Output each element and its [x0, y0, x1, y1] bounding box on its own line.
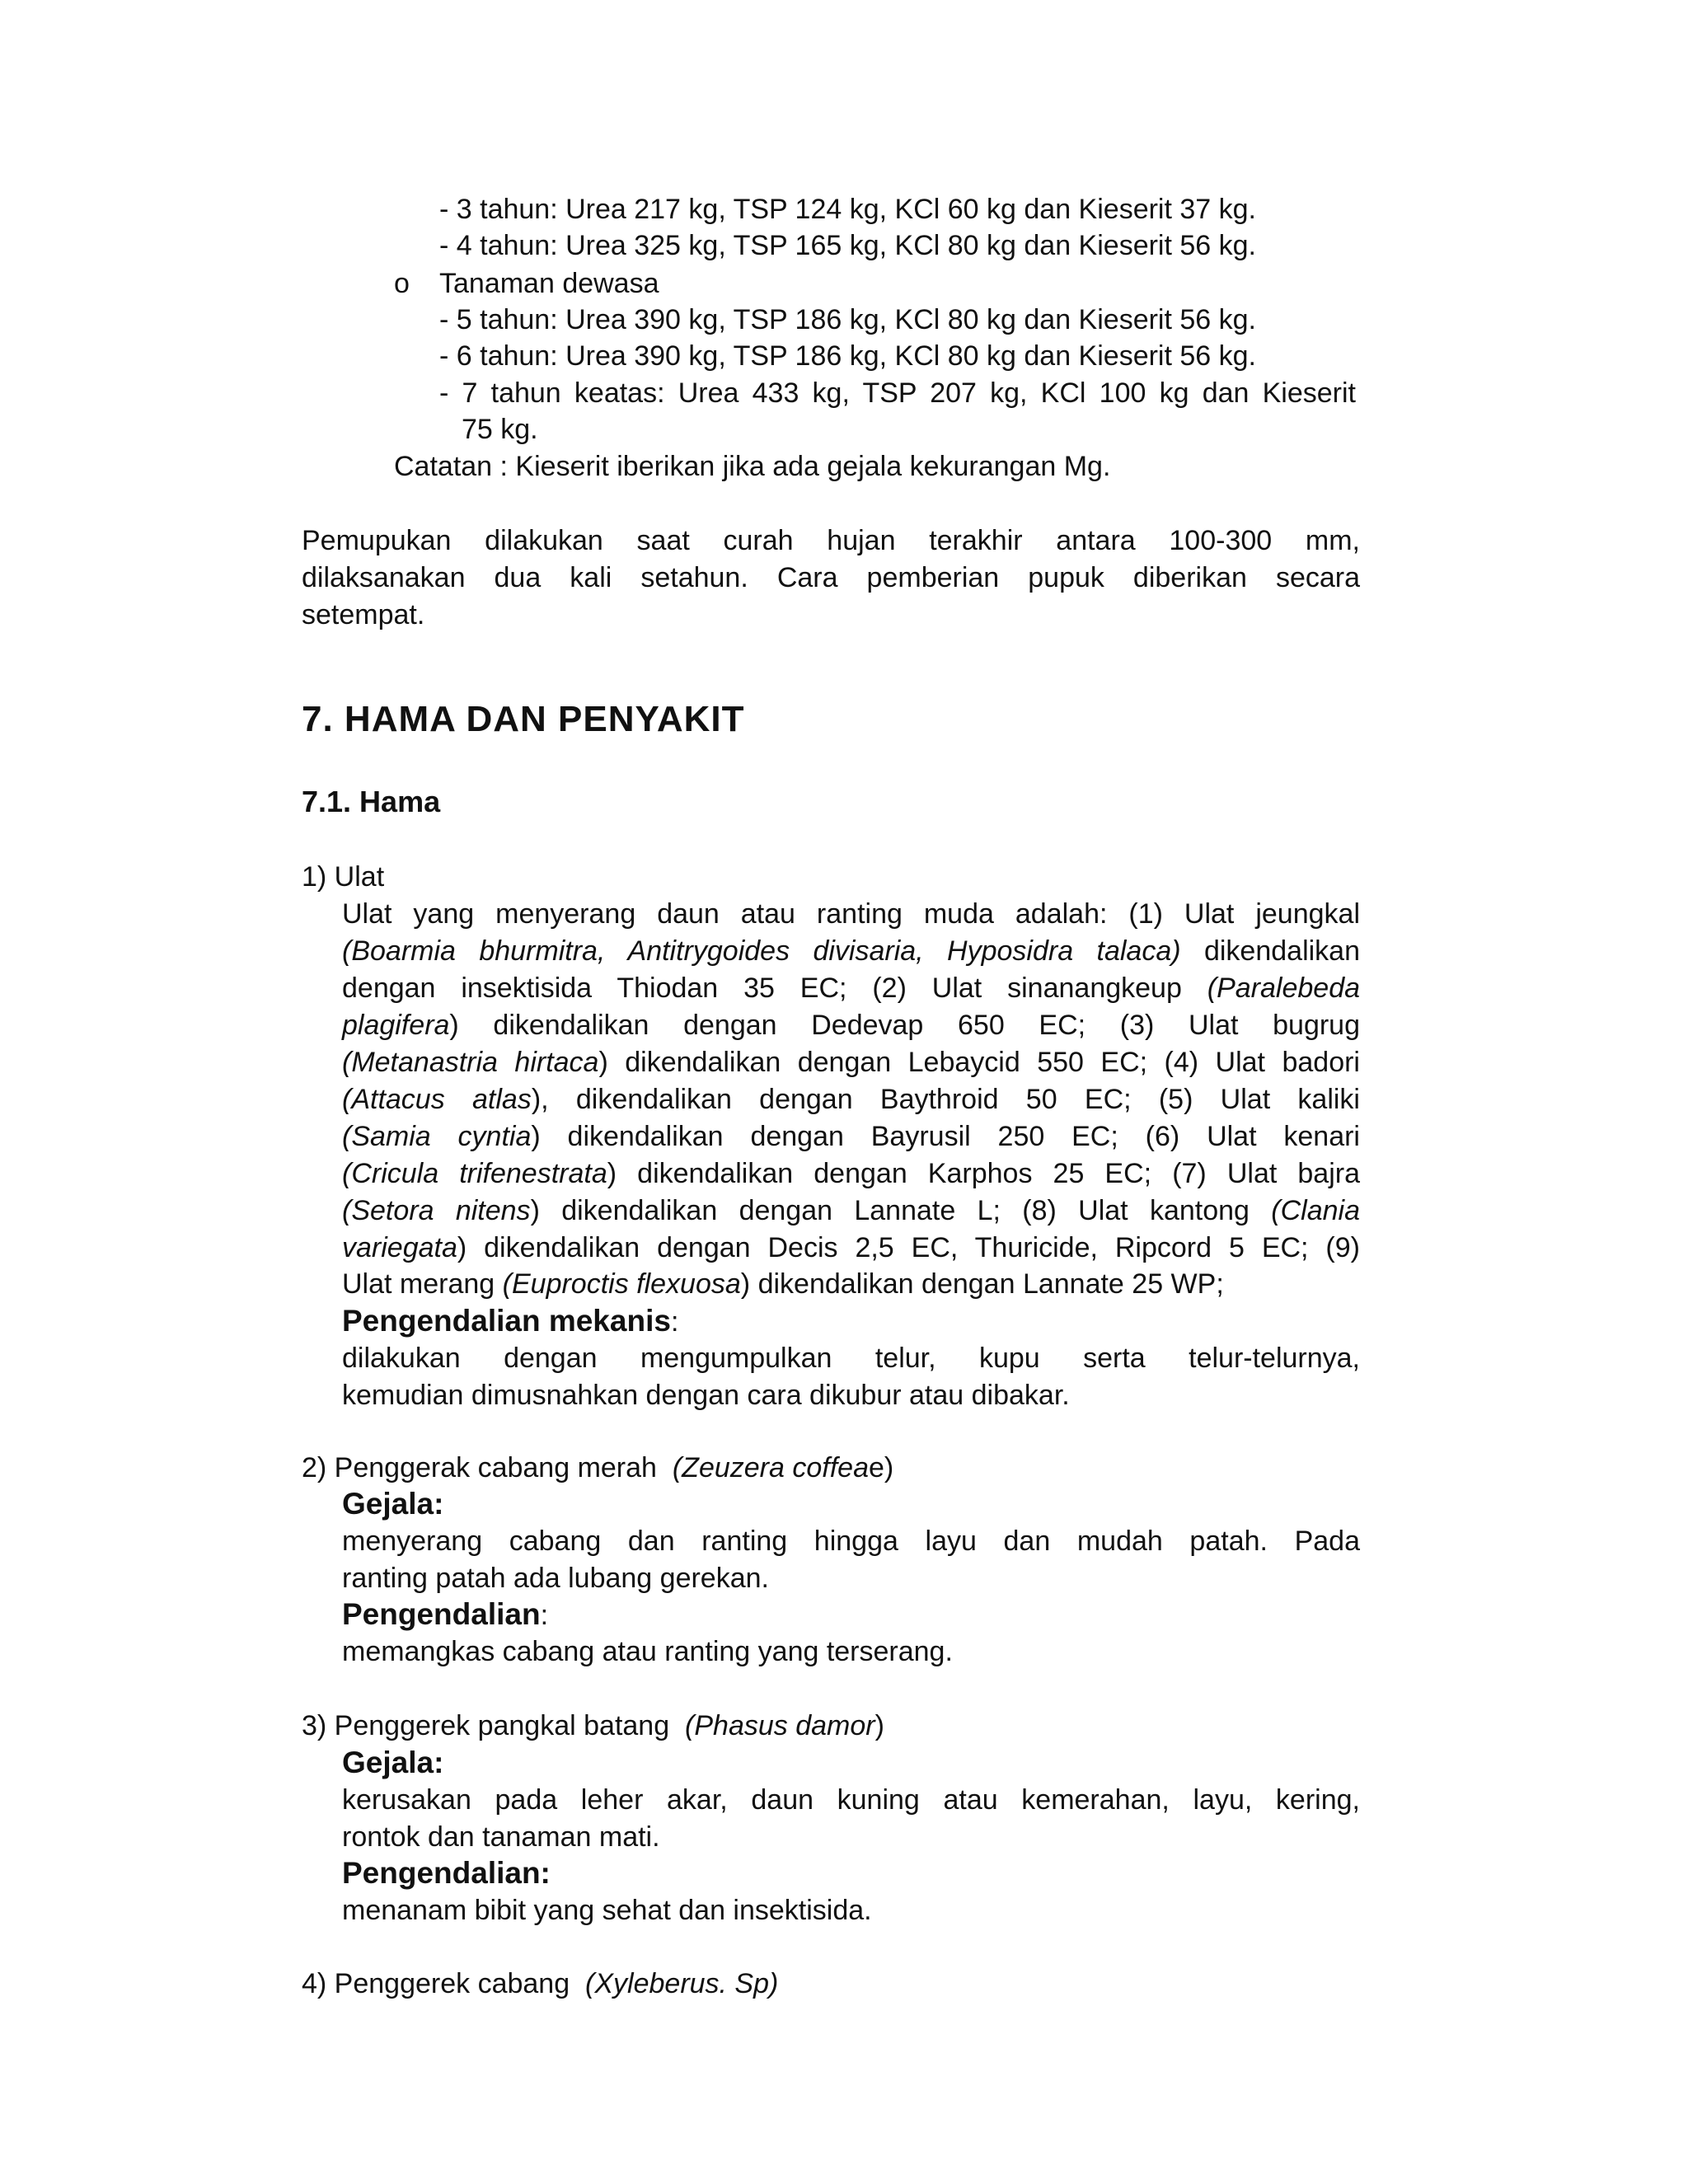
pest-2-control-heading: Pengendalian:	[342, 1597, 549, 1631]
pest-2-symptom-heading: Gejala:	[342, 1487, 444, 1521]
pest-1-text-line2: (Boarmia bhurmitra, Antitrygoides divisaria, Hyposidra talaca) dikendalikan	[342, 935, 1360, 967]
pest-3-title: 3) Penggerek pangkal batang (Phasus damor)	[302, 1710, 884, 1741]
dosage-4-years: - 4 tahun: Urea 325 kg, TSP 165 kg, KCl 80 kg dan Kieserit 56 kg.	[439, 230, 1256, 261]
pest-3-symptom-line1: kerusakan pada leher akar, daun kuning atau kemerahan, layu, kering,	[342, 1784, 1360, 1816]
pemupukan-line2: dilaksanakan dua kali setahun. Cara pemberian pupuk diberikan secara	[302, 562, 1360, 593]
pest-1-control-line2: kemudian dimusnahkan dengan cara dikubur atau dibakar.	[342, 1380, 1070, 1411]
pest-1-text-line10: variegata) dikendalikan dengan Decis 2,5 EC, Thuricide, Ripcord 5 EC; (9)	[342, 1232, 1360, 1263]
pest-1-text-line11: Ulat merang (Euproctis flexuosa) dikendalikan dengan Lannate 25 WP;	[342, 1268, 1224, 1300]
pest-3-control-heading: Pengendalian:	[342, 1856, 551, 1890]
pemupukan-line3: setempat.	[302, 599, 425, 630]
subsection-heading: 7.1. Hama	[302, 785, 441, 818]
pest-3-symptom-line2: rontok dan tanaman mati.	[342, 1821, 660, 1853]
pest-4-title: 4) Penggerek cabang (Xyleberus. Sp)	[302, 1968, 779, 1999]
pest-1-title: 1) Ulat	[302, 861, 385, 893]
dosage-6-years: - 6 tahun: Urea 390 kg, TSP 186 kg, KCl 80 kg dan Kieserit 56 kg.	[439, 340, 1256, 372]
pest-2-control-line1: memangkas cabang atau ranting yang terserang.	[342, 1636, 953, 1667]
pest-1-text-line7: (Samia cyntia) dikendalikan dengan Bayrusil 250 EC; (6) Ulat kenari	[342, 1121, 1360, 1152]
dosage-7-years-line1: - 7 tahun keatas: Urea 433 kg, TSP 207 kg, KCl 100 kg dan Kieserit	[439, 377, 1356, 409]
pest-1-text-line4: plagifera) dikendalikan dengan Dedevap 650 EC; (3) Ulat bugrug	[342, 1010, 1360, 1041]
pest-1-text-line8: (Cricula trifenestrata) dikendalikan dengan Karphos 25 EC; (7) Ulat bajra	[342, 1158, 1360, 1189]
pest-2-symptom-line1: menyerang cabang dan ranting hingga layu dan mudah patah. Pada	[342, 1526, 1360, 1557]
pemupukan-line1: Pemupukan dilakukan saat curah hujan terakhir antara 100-300 mm,	[302, 525, 1360, 556]
list-bullet: o	[394, 268, 410, 299]
pest-1-control-line1: dilakukan dengan mengumpulkan telur, kupu serta telur-telurnya,	[342, 1343, 1360, 1374]
mature-plant-label: Tanaman dewasa	[439, 268, 659, 299]
pest-1-control-heading: Pengendalian mekanis:	[342, 1304, 679, 1338]
dosage-3-years: - 3 tahun: Urea 217 kg, TSP 124 kg, KCl 60 kg dan Kieserit 37 kg.	[439, 194, 1256, 225]
pest-1-text-line6: (Attacus atlas), dikendalikan dengan Baythroid 50 EC; (5) Ulat kaliki	[342, 1084, 1360, 1115]
pest-3-control-line1: menanam bibit yang sehat dan insektisida.	[342, 1895, 872, 1926]
dosage-7-years-line2: 75 kg.	[462, 414, 538, 445]
pest-1-text-line3: dengan insektisida Thiodan 35 EC; (2) Ulat sinanangkeup (Paralebeda	[342, 972, 1361, 1004]
pest-3-symptom-heading: Gejala:	[342, 1746, 444, 1779]
pest-2-symptom-line2: ranting patah ada lubang gerekan.	[342, 1563, 769, 1594]
pest-1-text-line1: Ulat yang menyerang daun atau ranting muda adalah: (1) Ulat jeungkal	[342, 898, 1360, 930]
pest-1-text-line5: (Metanastria hirtaca) dikendalikan dengan Lebaycid 550 EC; (4) Ulat badori	[342, 1047, 1360, 1078]
section-heading: 7. HAMA DAN PENYAKIT	[302, 699, 745, 739]
dosage-5-years: - 5 tahun: Urea 390 kg, TSP 186 kg, KCl 80 kg dan Kieserit 56 kg.	[439, 304, 1256, 335]
pest-2-title: 2) Penggerak cabang merah (Zeuzera coffeae)	[302, 1452, 894, 1483]
pest-1-text-line9: (Setora nitens) dikendalikan dengan Lannate L; (8) Ulat kantong (Clania	[342, 1195, 1361, 1226]
fertilizer-note: Catatan : Kieserit iberikan jika ada gejala kekurangan Mg.	[394, 451, 1111, 482]
